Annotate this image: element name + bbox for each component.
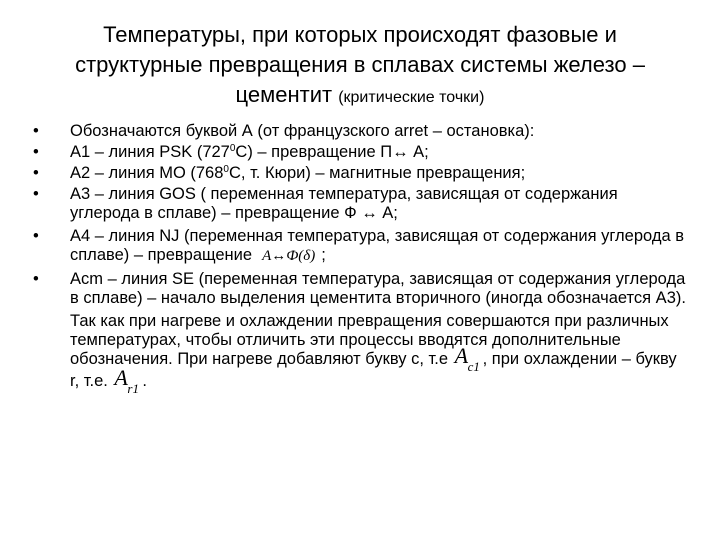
bullet-icon: • bbox=[33, 185, 39, 203]
list-item bbox=[30, 227, 690, 266]
item-text: А4 – линия NJ (переменная температура, зависящая от содержания углерода в сплаве) – превращение bbox=[70, 227, 684, 264]
note-text: , при охлаждении – букву r, т.е. bbox=[70, 350, 677, 390]
note-text: . bbox=[142, 372, 148, 390]
item-text: ; bbox=[321, 246, 326, 264]
title-line-3 bbox=[30, 80, 690, 113]
symbol-subscript: r1 bbox=[127, 381, 139, 396]
item-text: С) – превращение П↔ А; bbox=[235, 143, 429, 161]
list-item bbox=[30, 143, 690, 162]
heating-symbol bbox=[454, 343, 481, 374]
bullet-icon: • bbox=[33, 122, 39, 140]
item-text: А3 – линия GOS ( переменная температура, зависящая от содержания углерода в сплаве) – превращение Ф ↔ А; bbox=[70, 185, 618, 222]
list-item bbox=[30, 270, 690, 308]
title-line-2: структурные превращения в сплавах системы железо – bbox=[75, 52, 645, 77]
bullet-list bbox=[30, 122, 690, 394]
title-line-1: Температуры, при которых происходят фазовые и bbox=[103, 22, 617, 47]
item-text: Обозначаются буквой А (от французского arret – остановка): bbox=[70, 122, 535, 140]
transformation-formula: А↔Ф(δ) bbox=[262, 248, 316, 264]
list-item bbox=[30, 185, 690, 223]
item-text: А1 – линия PSK (727 bbox=[70, 143, 230, 161]
bullet-icon: • bbox=[33, 270, 39, 288]
symbol-letter: А bbox=[454, 343, 469, 368]
bullet-icon: • bbox=[33, 227, 39, 245]
bullet-icon: • bbox=[33, 164, 39, 182]
degree-superscript: 0 bbox=[223, 164, 229, 175]
item-text: Аcm – линия SE (переменная температура, зависящая от содержания углерода в сплаве) – начало выделения цементита вторичного (иногда обозначается А3). bbox=[70, 270, 686, 307]
note-paragraph bbox=[30, 312, 690, 394]
slide-title bbox=[30, 20, 690, 113]
symbol-subscript: c1 bbox=[467, 359, 480, 374]
symbol-letter: А bbox=[114, 365, 128, 390]
note-text: Так как при нагреве и охлаждении превращения совершаются при различных температурах, чтобы отличить эти процессы вводятся дополнительные обозначения. При нагреве добавляют букву с, т.е bbox=[70, 312, 669, 368]
item-text: А2 – линия МО (768 bbox=[70, 164, 224, 182]
title-subtitle: (критические точки) bbox=[338, 89, 485, 106]
cooling-symbol bbox=[114, 365, 140, 396]
degree-superscript: 0 bbox=[229, 143, 236, 154]
list-item bbox=[30, 164, 690, 183]
title-main: цементит bbox=[235, 82, 333, 107]
item-text: С, т. Кюри) – магнитные превращения; bbox=[228, 164, 526, 182]
bullet-icon: • bbox=[33, 143, 39, 161]
list-item bbox=[30, 122, 690, 141]
